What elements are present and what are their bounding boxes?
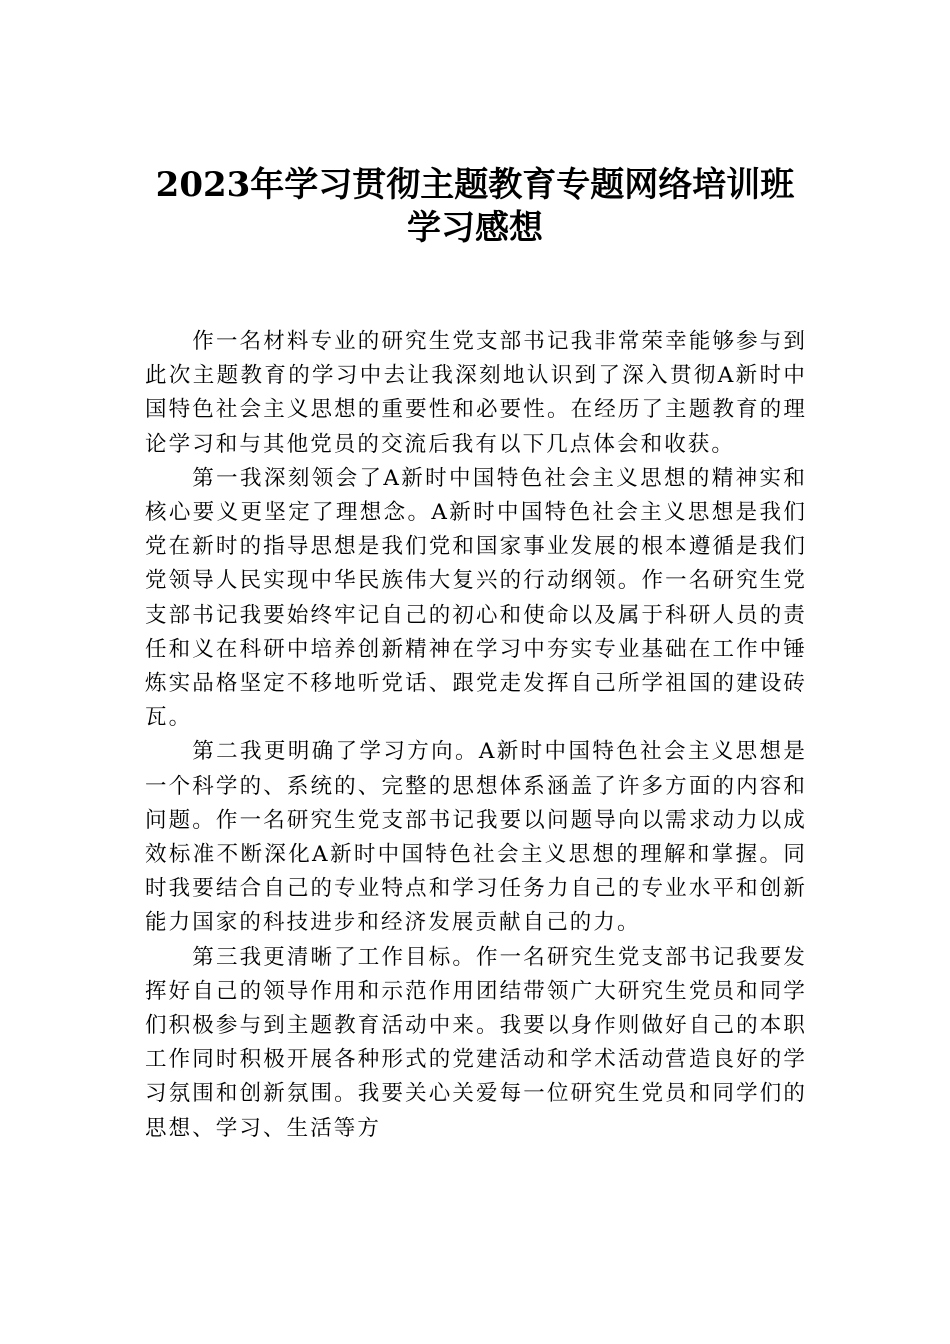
body-paragraph-2: 第一我深刻领会了A新时中国特色社会主义思想的精神实和核心要义更坚定了理想念。A新时中国特色社会主义思想是我们党在新时的指导思想是我们党和国家事业发展的根本遵循是我们党领导人民实现中华民族伟大复兴的行动纲领。作一名研究生党支部书记我要始终牢记自己的初心和使命以及属于科研人员的责任和义在科研中培养创新精神在学习中夯实专业基础在工作中锤炼实品格坚定不移地听党话、跟党走发挥自己所学祖国的建设砖瓦。 bbox=[145, 465, 807, 731]
document-title-line-1: 2023年学习贯彻主题教育专题网络培训班 bbox=[155, 165, 795, 205]
body-paragraph-3: 第二我更明确了学习方向。A新时中国特色社会主义思想是一个科学的、系统的、完整的思想体系涵盖了许多方面的内容和问题。作一名研究生党支部书记我要以问题导向以需求动力以成效标准不断深化A新时中国特色社会主义思想的理解和掌握。同时我要结合自己的专业特点和学习任务力自己的专业水平和创新能力国家的科技进步和经济发展贡献自己的力。 bbox=[145, 739, 807, 936]
document-title-line-2: 学习感想 bbox=[407, 208, 543, 248]
document-body bbox=[145, 325, 807, 1146]
body-paragraph-1: 作一名材料专业的研究生党支部书记我非常荣幸能够参与到此次主题教育的学习中去让我深刻地认识到了深入贯彻A新时中国特色社会主义思想的重要性和必要性。在经历了主题教育的理论学习和与其他党员的交流后我有以下几点体会和收获。 bbox=[145, 329, 807, 457]
body-paragraph-4: 第三我更清晰了工作目标。作一名研究生党支部书记我要发挥好自己的领导作用和示范作用团结带领广大研究生党员和同学们积极参与到主题教育活动中来。我要以身作则做好自己的本职工作同时积极开展各种形式的党建活动和学术活动营造良好的学习氛围和创新氛围。我要关心关爱每一位研究生党员和同学们的思想、学习、生活等方 bbox=[145, 944, 807, 1141]
